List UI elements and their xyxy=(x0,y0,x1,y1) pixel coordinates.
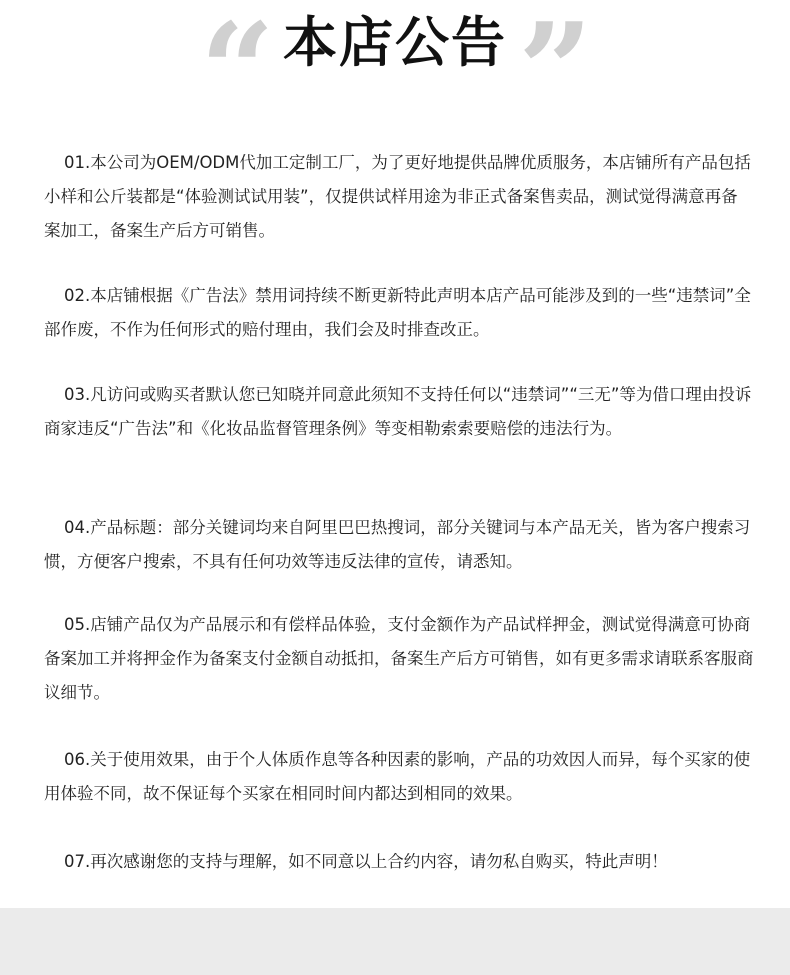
notice-item-02: 02.本店铺根据《广告法》禁用词持续不断更新特此声明本店产品可能涉及到的一些“违禁词”全部作废，不作为任何形式的赔付理由，我们会及时排查改正。 xyxy=(44,286,751,339)
notice-item-03: 03.凡访问或购买者默认您已知晓并同意此须知不支持任何以“违禁词”“三无”等为借口理由投诉商家违反“广告法”和《化妆品监督管理条例》等变相勒索索要赔偿的违法行为。 xyxy=(44,385,752,438)
notice-item-01: 01.本公司为OEM/ODM代加工定制工厂，为了更好地提供品牌优质服务，本店铺所有产品包括小样和公斤装都是“体验测试试用装”，仅提供试样用途为非正式备案售卖品，测试觉得满意再备案加工，备案生产后方可销售。 xyxy=(44,153,751,240)
footer-band xyxy=(0,908,790,975)
notice-item-06: 06.关于使用效果，由于个人体质作息等各种因素的影响，产品的功效因人而异，每个买家的使用体验不同，故不保证每个买家在相同时间内都达到相同的效果。 xyxy=(44,750,751,803)
notice-item-04: 04.产品标题：部分关键词均来自阿里巴巴热搜词，部分关键词与本产品无关，皆为客户搜索习惯，方便客户搜索，不具有任何功效等违反法律的宣传，请悉知。 xyxy=(44,518,751,571)
close-quote-mark: ” xyxy=(518,0,593,147)
notice-item-05: 05.店铺产品仅为产品展示和有偿样品体验，支付金额作为产品试样押金，测试觉得满意可协商备案加工并将押金作为备案支付金额自动抵扣，备案生产后方可销售，如有更多需求请联系客服商议细节。 xyxy=(44,615,754,702)
page-title: 本店公告 xyxy=(283,11,507,74)
open-quote-mark: “ xyxy=(200,0,275,147)
notice-header xyxy=(0,0,790,147)
notice-item-07: 07.再次感谢您的支持与理解，如不同意以上合约内容，请勿私自购买，特此声明！ xyxy=(64,852,668,871)
